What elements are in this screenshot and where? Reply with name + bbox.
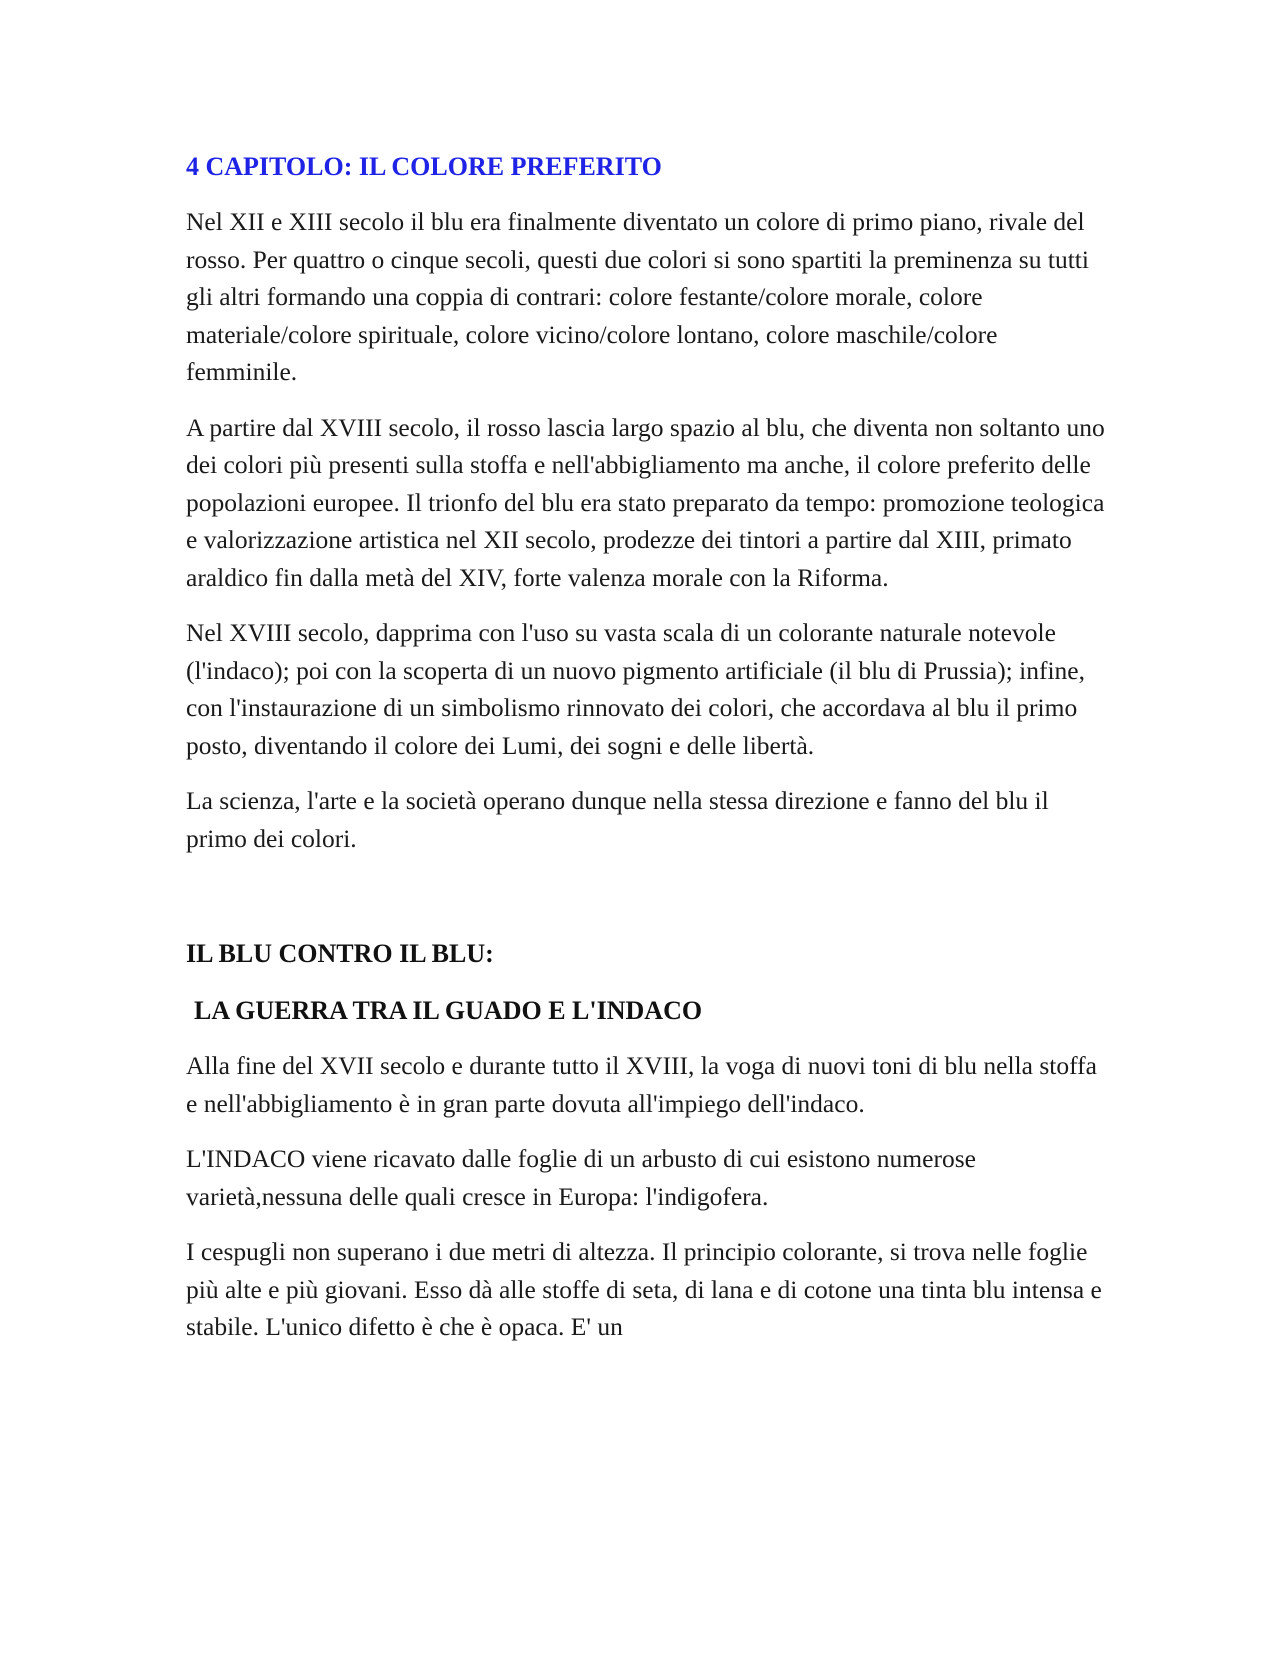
paragraph: Alla fine del XVII secolo e durante tutto il XVIII, la voga di nuovi toni di blu nella stoffa e nell'abbigliamento è in gran parte dovuta all'impiego dell'indaco. <box>186 1051 1097 1118</box>
section-title: IL BLU CONTRO IL BLU: <box>186 939 494 968</box>
paragraph: A partire dal XVIII secolo, il rosso lascia largo spazio al blu, che diventa non soltanto uno dei colori più presenti sulla stoffa e nell'abbigliamento ma anche, il colore preferito delle popolazioni europee. Il trionfo del blu era stato preparato da tempo: promozione teologica e valorizzazione artistica nel XII secolo, prodezze dei tintori a partire dal XIII, primato araldico fin dalla metà del XIV, forte valenza morale con la Riforma. <box>186 412 1105 592</box>
paragraph: Nel XVIII secolo, dapprima con l'uso su vasta scala di un colorante naturale notevole (l'indaco); poi con la scoperta di un nuovo pigmento artificiale (il blu di Prussia); infine, con l'instaurazione di un simbolismo rinnovato dei colori, che accordava al blu il primo posto, diventando il colore dei Lumi, dei sogni e delle libertà. <box>186 618 1085 760</box>
document-page <box>186 148 1106 1364</box>
paragraph: I cespugli non superano i due metri di altezza. Il principio colorante, si trova nelle foglie più alte e più giovani. Esso dà alle stoffe di seta, di lana e di cotone una tinta blu intensa e stabile. L'unico difetto è che è opaca. E' un <box>186 1237 1102 1341</box>
chapter-title: 4 CAPITOLO: IL COLORE PREFERITO <box>186 152 662 181</box>
paragraph: L'INDACO viene ricavato dalle foglie di un arbusto di cui esistono numerose varietà,nessuna delle quali cresce in Europa: l'indigofera. <box>186 1144 976 1211</box>
section-subtitle: LA GUERRA TRA IL GUADO E L'INDACO <box>194 996 703 1025</box>
paragraph: La scienza, l'arte e la società operano dunque nella stessa direzione e fanno del blu il primo dei colori. <box>186 786 1049 853</box>
paragraph: Nel XII e XIII secolo il blu era finalmente diventato un colore di primo piano, rivale del rosso. Per quattro o cinque secoli, questi due colori si sono spartiti la preminenza su tutti gli altri formando una coppia di contrari: colore festante/colore morale, colore materiale/colore spirituale, colore vicino/colore lontano, colore maschile/colore femminile. <box>186 207 1089 386</box>
